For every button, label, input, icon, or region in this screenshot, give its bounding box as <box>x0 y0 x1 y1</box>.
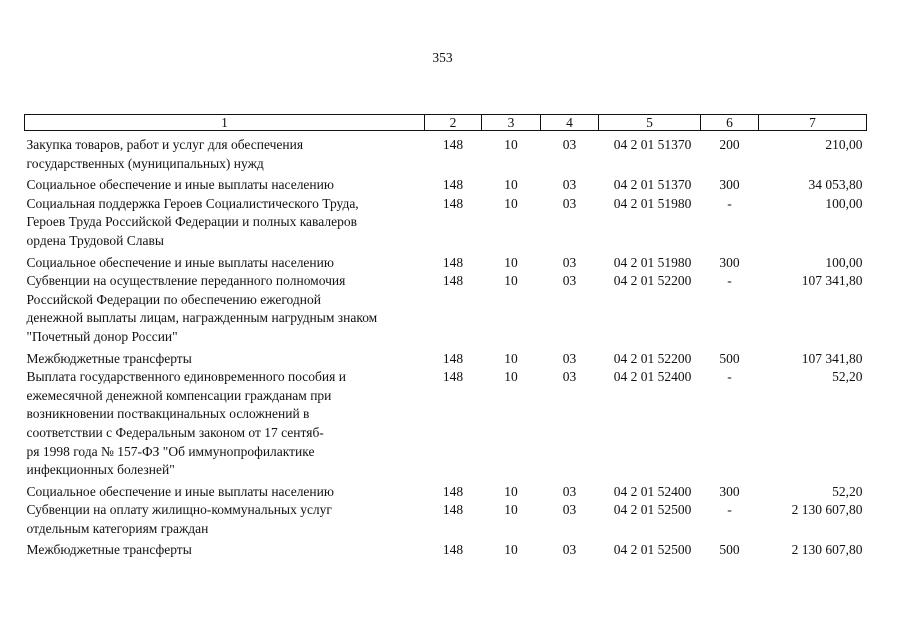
description-line: Социальное обеспечение и иные выплаты населению <box>26 483 334 499</box>
budget-table <box>24 114 867 560</box>
table-row <box>25 538 867 560</box>
row-description <box>25 272 425 346</box>
row-amount: 52,20 <box>832 369 863 385</box>
table-row <box>25 131 867 174</box>
row-expense-type: - <box>727 195 732 211</box>
row-amount: 52,20 <box>832 483 863 499</box>
row-section-code: 10 <box>504 273 518 289</box>
row-chapter-code: 148 <box>442 195 464 211</box>
row-chapter-code: 148 <box>442 177 464 193</box>
description-line: Закупка товаров, работ и услуг для обеспечения <box>26 137 304 152</box>
row-section-code: 10 <box>504 369 518 385</box>
row-chapter-code: 148 <box>442 350 464 366</box>
row-subsection-code: 03 <box>562 542 577 558</box>
row-description <box>25 251 425 273</box>
row-section-code: 10 <box>504 350 518 366</box>
row-amount: 2 130 607,80 <box>791 502 863 518</box>
row-chapter-code: 148 <box>442 369 464 385</box>
table-row <box>25 368 867 480</box>
row-target-article: 04 2 01 52400 <box>613 483 692 499</box>
row-target-article: 04 2 01 52200 <box>613 350 692 366</box>
header-col-4: 4 <box>541 115 599 131</box>
row-target-article: 04 2 01 51980 <box>613 254 692 270</box>
description-line: ордена Трудовой Славы <box>26 232 164 248</box>
description-line: инфекционных болезней" <box>26 462 175 478</box>
row-expense-type: - <box>727 502 732 518</box>
header-col-1: 1 <box>25 115 425 131</box>
row-chapter-code: 148 <box>442 254 464 270</box>
row-amount: 107 341,80 <box>801 350 863 366</box>
row-subsection-code: 03 <box>562 254 577 270</box>
description-line: "Почетный донор России" <box>26 328 178 344</box>
row-chapter-code: 148 <box>442 502 464 518</box>
row-description <box>25 347 425 369</box>
header-row <box>25 115 867 131</box>
row-target-article: 04 2 01 52400 <box>613 369 692 385</box>
row-subsection-code: 03 <box>562 350 577 366</box>
row-target-article: 04 2 01 52500 <box>613 502 692 518</box>
row-section-code: 10 <box>504 542 518 558</box>
row-expense-type: - <box>727 369 732 385</box>
description-line: Социальное обеспечение и иные выплаты населению <box>26 254 334 270</box>
row-amount: 100,00 <box>825 195 863 211</box>
description-line: Героев Труда Российской Федерации и полных кавалеров <box>26 214 357 230</box>
header-col-2: 2 <box>425 115 482 131</box>
row-expense-type: 200 <box>719 137 740 152</box>
row-expense-type: 500 <box>719 350 740 366</box>
row-amount: 2 130 607,80 <box>791 542 863 558</box>
row-description <box>25 195 425 251</box>
row-section-code: 10 <box>504 254 518 270</box>
header-col-3: 3 <box>482 115 541 131</box>
table-row <box>25 480 867 502</box>
row-section-code: 10 <box>504 177 518 193</box>
header-col-7: 7 <box>759 115 867 131</box>
row-expense-type: 300 <box>719 483 740 499</box>
row-target-article: 04 2 01 51980 <box>613 195 692 211</box>
row-description <box>25 368 425 480</box>
row-expense-type: 300 <box>719 254 740 270</box>
row-target-article: 04 2 01 52500 <box>613 542 692 558</box>
row-description <box>25 173 425 195</box>
table-row <box>25 347 867 369</box>
row-target-article: 04 2 01 52200 <box>613 273 692 289</box>
description-line: Межбюджетные трансферты <box>26 350 192 366</box>
description-line: Субвенции на оплату жилищно-коммунальных услуг <box>26 502 332 518</box>
row-subsection-code: 03 <box>562 177 577 193</box>
description-line: Выплата государственного единовременного пособия и <box>26 369 346 385</box>
row-subsection-code: 03 <box>562 137 577 152</box>
row-subsection-code: 03 <box>562 369 577 385</box>
description-line: Субвенции на осуществление переданного полномочия <box>26 273 346 289</box>
row-amount: 100,00 <box>825 254 863 270</box>
row-amount: 34 053,80 <box>808 177 863 193</box>
description-line: государственных (муниципальных) нужд <box>26 155 264 171</box>
table-header <box>25 115 867 131</box>
description-line: Социальное обеспечение и иные выплаты населению <box>26 177 334 193</box>
row-description <box>25 480 425 502</box>
description-line: соответствии с Федеральным законом от 17 сентяб- <box>26 424 324 440</box>
row-amount: 210,00 <box>825 137 863 152</box>
table-row <box>25 272 867 346</box>
page-number: 353 <box>432 50 453 65</box>
row-description <box>25 501 425 538</box>
row-chapter-code: 148 <box>442 273 464 289</box>
row-subsection-code: 03 <box>562 502 577 518</box>
row-subsection-code: 03 <box>562 483 577 499</box>
row-section-code: 10 <box>504 483 518 499</box>
description-line: Российской Федерации по обеспечению ежегодной <box>26 291 321 307</box>
table-row <box>25 195 867 251</box>
row-chapter-code: 148 <box>442 137 464 152</box>
row-target-article: 04 2 01 51370 <box>613 137 692 152</box>
row-subsection-code: 03 <box>562 273 577 289</box>
table-row <box>25 251 867 273</box>
table-row <box>25 501 867 538</box>
description-line: Межбюджетные трансферты <box>26 542 192 558</box>
row-subsection-code: 03 <box>562 195 577 211</box>
row-section-code: 10 <box>504 137 518 152</box>
row-target-article: 04 2 01 51370 <box>613 177 692 193</box>
row-chapter-code: 148 <box>442 483 464 499</box>
header-col-6: 6 <box>701 115 759 131</box>
row-section-code: 10 <box>504 502 518 518</box>
description-line: денежной выплаты лицам, награжденным нагрудным знаком <box>26 310 378 326</box>
description-line: ежемесячной денежной компенсации гражданам при <box>26 387 332 403</box>
description-line: отдельным категориям граждан <box>26 520 209 536</box>
row-expense-type: 500 <box>719 542 740 558</box>
row-section-code: 10 <box>504 195 518 211</box>
row-amount: 107 341,80 <box>801 273 863 289</box>
description-line: возникновении поствакцинальных осложнений в <box>26 406 310 422</box>
header-col-5: 5 <box>599 115 701 131</box>
description-line: Социальная поддержка Героев Социалистического Труда, <box>26 195 359 211</box>
table-row <box>25 173 867 195</box>
description-line: ря 1998 года № 157-ФЗ "Об иммунопрофилактике <box>26 443 315 459</box>
table-body <box>25 131 867 561</box>
row-description <box>25 538 425 560</box>
row-expense-type: - <box>727 273 732 289</box>
row-expense-type: 300 <box>719 177 740 193</box>
row-description <box>25 131 425 174</box>
row-chapter-code: 148 <box>442 542 464 558</box>
